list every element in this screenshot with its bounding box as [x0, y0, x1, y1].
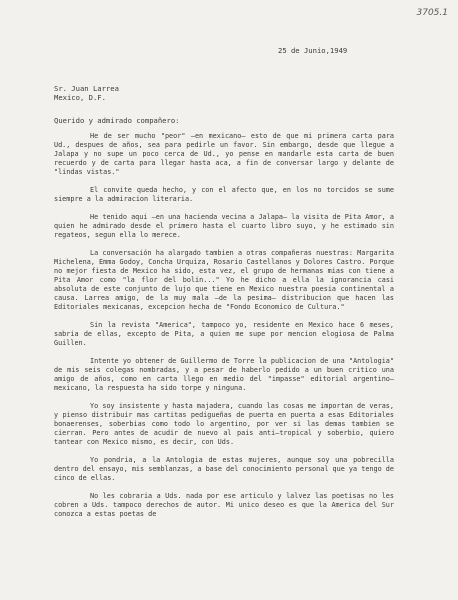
letter-date: 25 de Junio,1949: [278, 46, 348, 55]
archive-number: 3705.1: [416, 8, 448, 18]
paragraph-visita: He tenido aqui –en una hacienda vecina a Jalapa– la visita de Pita Amor, a quien he admirado desde el primero hasta el cuarto libro suyo, y he estimado sin regateos, segun ella lo merece.: [54, 213, 394, 239]
paragraph-convite: El convite queda hecho, y con el afecto que, en los no torcidos se sume siempre a la admiracion literaria.: [54, 186, 394, 203]
recipient-name: Sr. Juan Larrea: [54, 84, 119, 93]
recipient-city: Mexico, D.F.: [54, 93, 106, 102]
paragraph-semblanzas: Yo pondria, a la Antologia de estas mujeres, aunque soy una pobrecilla dentro del ensayo, mis semblanzas, a base del conocimiento personal que ya tengo de cinco de ellas.: [54, 456, 394, 482]
letter-body: [54, 132, 394, 519]
paragraph-favor: He de ser mucho "peor" –en mexicano– esto de que mi primera carta para Ud., despues de años, sea para pedirle un favor. Sin embargo, desde que llegue a Jalapa y no supe un poco cerca de Ud., yo pense en mandarle esta carta de buen recuerdo y de carta para llegar hasta aca, a fin de conversar largo y delante de "lindas vistas.": [54, 132, 394, 176]
paragraph-insistente: Yo soy insistente y hasta majadera, cuando las cosas me importan de veras, y pienso distribuir mas cartitas pedigueñas de puerta en puerta a esas Editoriales bonaerenses, soberbias como todo lo argentino, por ver si las demas tambien se cierran. Pero antes de acudir de nuevo al pais anti–tropical y soberbio, quiero tantear con Mexico mismo, es decir, con Uds.: [54, 402, 394, 446]
paragraph-conversacion: La conversación ha alargado tambien a otras compañeras nuestras: Margarita Michelena, Emma Godoy, Concha Urquiza, Rosario Castellanos y Dolores Castro. Porque no mejor fiesta de Mexico ha sido, esta vez, el grupo de hermanas mias con tiene a Pita Amor como "la flor del bolin..." Yo he dicho a ella la ignorancia casi absoluta de este conjunto de lujo que tiene en Mexico nuestra poesia continental a causa. Larrea amigo, de la muy mala –de la pesima– distribucion que hacen las Editoriales mexicanas, excepcion hecha de "Fondo Economico de Cultura.": [54, 249, 394, 311]
salutation: Querido y admirado compañero:: [54, 116, 180, 125]
paragraph-cobro: No les cobraria a Uds. nada por ese articulo y lalvez las poetisas no les cobren a Uds. tampoco derechos de autor. Mi unico deseo es que la America del Sur conozca a estas poetas de: [54, 492, 394, 518]
paragraph-revista: Sin la revista "America", tampoco yo, residente en Mexico hace 6 meses, sabria de ellas, excepto de Pita, a quien me supe por mencion elogiosa de Palma Guillen.: [54, 321, 394, 347]
paragraph-antologia: Intente yo obtener de Guillermo de Torre la publicacion de una "Antologia" de mis seis colegas nombradas, y a pesar de haberlo pedido a un buen critico una amigo de años, como en carta llego en medio del "impasse" editorial argentino–mexicano, la respuesta ha sido torpe y ninguna.: [54, 357, 394, 392]
